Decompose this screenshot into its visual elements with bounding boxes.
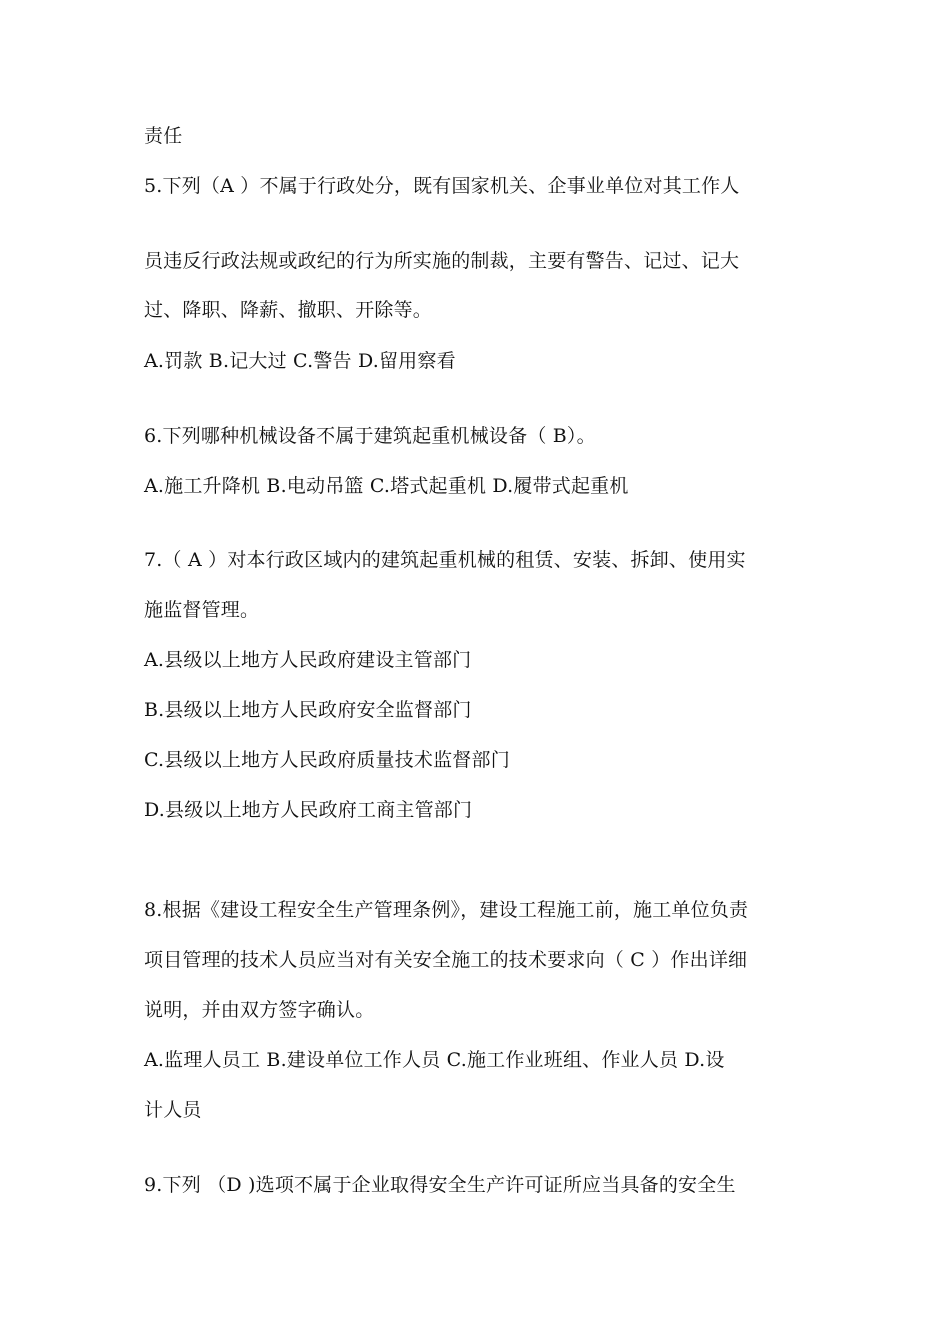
question-8-options: A.监理人员工 B.建设单位工作人员 C.施工作业班组、作业人员 D.设: [144, 1049, 725, 1071]
question-7-option-d: D.县级以上地方人民政府工商主管部门: [144, 799, 473, 821]
question-8-line-3: 说明，并由双方签字确认。: [144, 999, 375, 1021]
question-7-option-c: C.县级以上地方人民政府质量技术监督部门: [144, 749, 510, 771]
text-line-continuation: 责任: [144, 125, 183, 147]
question-5-line-3: 过、降职、降薪、撤职、开除等。: [144, 299, 433, 321]
question-6-options: A.施工升降机 B.电动吊篮 C.塔式起重机 D.履带式起重机: [144, 475, 629, 497]
question-5-options: A.罚款 B.记大过 C.警告 D.留用察看: [144, 350, 456, 372]
question-8-options-cont: 计人员: [144, 1099, 202, 1121]
question-6-line-1: 6.下列哪种机械设备不属于建筑起重机械设备（ B）。: [144, 425, 596, 447]
question-5-line-2: 员违反行政法规或政纪的行为所实施的制裁，主要有警告、记过、记大: [144, 250, 740, 272]
question-7-option-a: A.县级以上地方人民政府建设主管部门: [144, 649, 472, 671]
question-7-option-b: B.县级以上地方人民政府安全监督部门: [144, 699, 472, 721]
question-8-line-2: 项目管理的技术人员应当对有关安全施工的技术要求向（ C ）作出详细: [144, 949, 748, 971]
question-5-line-1: 5.下列（A ）不属于行政处分，既有国家机关、企事业单位对其工作人: [144, 175, 740, 197]
question-7-line-2: 施监督管理。: [144, 599, 260, 621]
question-8-line-1: 8.根据《建设工程安全生产管理条例》，建设工程施工前，施工单位负责: [144, 899, 749, 921]
question-7-line-1: 7.（ A ）对本行政区域内的建筑起重机械的租赁、安装、拆卸、使用实: [144, 549, 746, 571]
question-9-line-1: 9.下列 （D )选项不属于企业取得安全生产许可证所应当具备的安全生: [144, 1174, 736, 1196]
